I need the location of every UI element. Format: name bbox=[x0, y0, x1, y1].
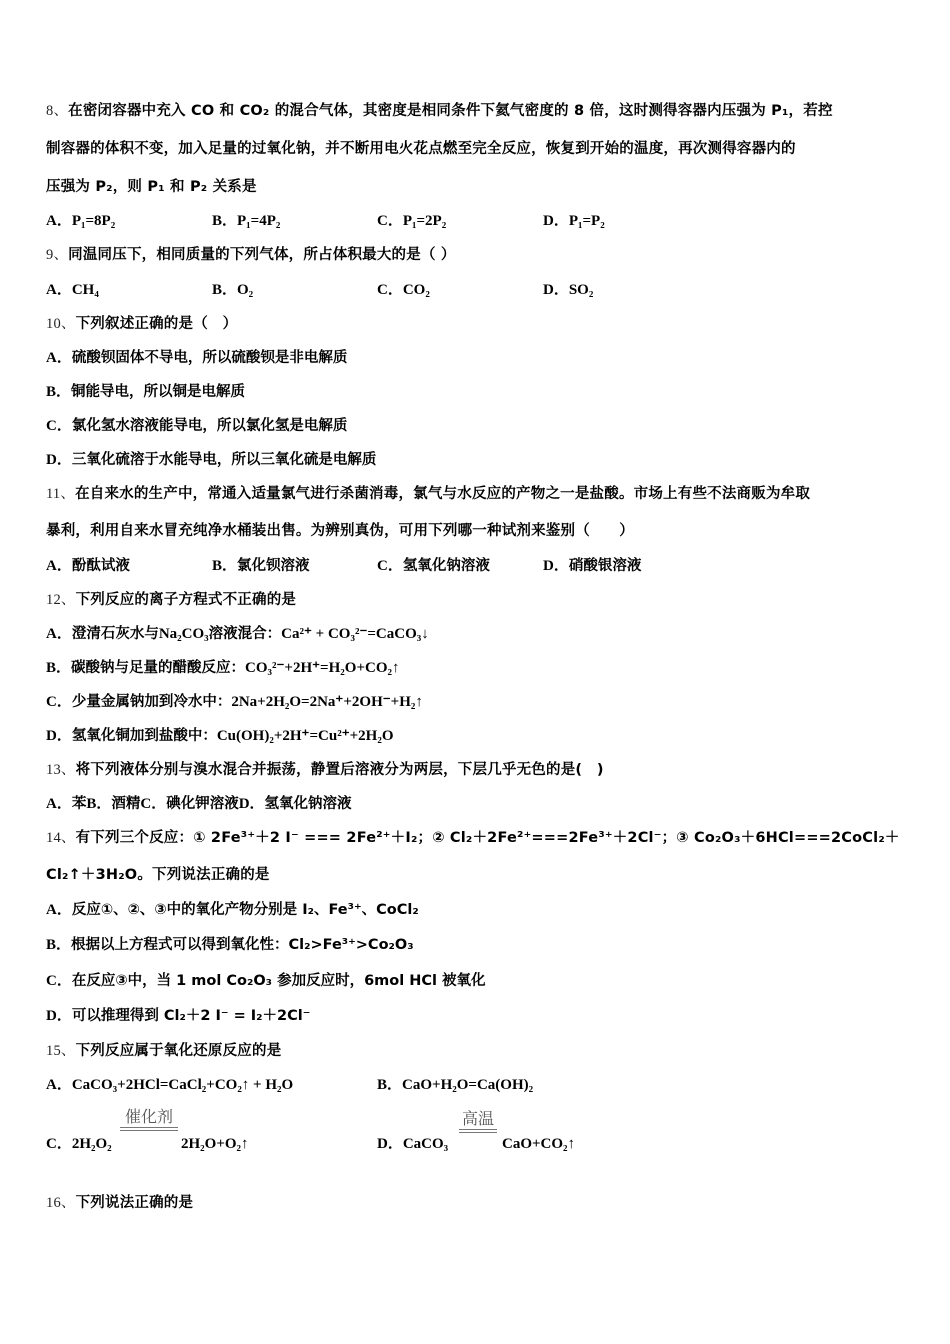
q14-option-a[interactable]: A．反应①、②、③中的氧化产物分别是 I₂、Fe³⁺、CoCl₂ bbox=[46, 902, 419, 918]
q9-option-b[interactable]: B．O₂ bbox=[212, 282, 254, 298]
q10-option-c[interactable]: C．氯化氢水溶液能导电，所以氯化氢是电解质 bbox=[46, 418, 348, 434]
double-equals-sign-icon bbox=[120, 1127, 178, 1131]
q14-option-c[interactable]: C．在反应③中，当 1 mol Co₂O₃ 参加反应时，6mol HCl 被氧化 bbox=[46, 973, 486, 989]
q15-option-c[interactable]: C．2H₂O₂ bbox=[46, 1136, 112, 1152]
q11-stem-line2: 暴利，利用自来水冒充纯净水桶装出售。为辨别真伪，可用下列哪一种试剂来鉴别（ ） bbox=[46, 523, 634, 539]
q8-stem-line3: 压强为 P₂，则 P₁ 和 P₂ 关系是 bbox=[46, 179, 257, 195]
q8-option-c[interactable]: C．P₁=2P₂ bbox=[377, 213, 447, 229]
q11-number: 11、 bbox=[46, 486, 76, 502]
q14-option-d[interactable]: D．可以推理得到 Cl₂＋2 I⁻ = I₂＋2Cl⁻ bbox=[46, 1008, 311, 1024]
q15-d-reactant: CaCO₃ bbox=[402, 1136, 449, 1152]
q9-stem: 9、同温同压下，相同质量的下列气体，所占体积最大的是（ ） bbox=[46, 247, 456, 263]
q14-stem-line1: 14、有下列三个反应：① 2Fe³⁺＋2 I⁻ === 2Fe²⁺＋I₂；② Cl₂＋2Fe²⁺===2Fe³⁺＋2Cl⁻；③ Co₂O₃＋6HCl===2CoCl₂＋ bbox=[46, 830, 900, 846]
q8-stem-line2: 制容器的体积不变，加入足量的过氧化钠，并不断用电火花点燃至完全反应，恢复到开始的温度，再次测得容器内的 bbox=[46, 141, 796, 157]
q11-option-d[interactable]: D．硝酸银溶液 bbox=[543, 558, 642, 574]
q10-option-b[interactable]: B．铜能导电，所以铜是电解质 bbox=[46, 384, 246, 400]
q10-option-d[interactable]: D．三氧化硫溶于水能导电，所以三氧化硫是电解质 bbox=[46, 452, 377, 468]
q9-number: 9、 bbox=[46, 247, 69, 263]
q11-stem-line1: 11、在自来水的生产中，常通入适量氯气进行杀菌消毒，氯气与水反应的产物之一是盐酸。市场上有些不法商贩为牟取 bbox=[46, 486, 811, 502]
q8-option-d[interactable]: D．P₁=P₂ bbox=[543, 213, 605, 229]
q12-option-d[interactable]: D．氢氧化铜加到盐酸中：Cu(OH)₂+2H⁺=Cu²⁺+2H₂O bbox=[46, 728, 394, 744]
q15-c-reactant: 2H₂O₂ bbox=[71, 1136, 112, 1152]
q9-option-a[interactable]: A．CH₄ bbox=[46, 282, 99, 298]
q14-number: 14、 bbox=[46, 830, 76, 846]
q11-option-c[interactable]: C．氢氧化钠溶液 bbox=[377, 558, 490, 574]
q15-number: 15、 bbox=[46, 1043, 76, 1059]
q11-option-b[interactable]: B．氯化钡溶液 bbox=[212, 558, 310, 574]
q8-option-a[interactable]: A．P₁=8P₂ bbox=[46, 213, 116, 229]
q10-stem: 10、下列叙述正确的是（ ） bbox=[46, 316, 238, 332]
q12-option-c[interactable]: C．少量金属钠加到冷水中：2Na+2H₂O=2Na⁺+2OH⁻+H₂↑ bbox=[46, 694, 423, 710]
q10-option-a[interactable]: A．硫酸钡固体不导电，所以硫酸钡是非电解质 bbox=[46, 350, 348, 366]
q15-stem: 15、下列反应属于氧化还原反应的是 bbox=[46, 1043, 282, 1059]
q13-option-c[interactable]: C．碘化钾溶液 bbox=[140, 796, 239, 812]
q10-number: 10、 bbox=[46, 316, 76, 332]
q11-option-a[interactable]: A．酚酞试液 bbox=[46, 558, 130, 574]
q8-stem-line1: 8、在密闭容器中充入 CO 和 CO₂ 的混合气体，其密度是相同条件下氦气密度的 8 倍，这时测得容器内压强为 P₁，若控 bbox=[46, 103, 833, 119]
q12-number: 12、 bbox=[46, 592, 76, 608]
q8-number: 8、 bbox=[46, 103, 69, 119]
q8-option-b[interactable]: B．P₁=4P₂ bbox=[212, 213, 281, 229]
q12-option-a[interactable]: A．澄清石灰水与Na₂CO₃溶液混合：Ca²⁺ + CO₃²⁻=CaCO₃↓ bbox=[46, 626, 429, 642]
q13-stem: 13、将下列液体分别与溴水混合并振荡，静置后溶液分为两层，下层几乎无色的是( ) bbox=[46, 762, 604, 778]
q13-option-d[interactable]: D．氢氧化钠溶液 bbox=[238, 796, 352, 812]
q13-option-b[interactable]: B．酒精 bbox=[86, 796, 141, 812]
q16-stem: 16、下列说法正确的是 bbox=[46, 1195, 194, 1211]
q12-stem: 12、下列反应的离子方程式不正确的是 bbox=[46, 592, 297, 608]
q13-options bbox=[46, 794, 352, 814]
q9-option-d[interactable]: D．SO₂ bbox=[543, 282, 594, 298]
q16-number: 16、 bbox=[46, 1195, 76, 1211]
q15-option-b[interactable]: B．CaO+H₂O=Ca(OH)₂ bbox=[377, 1077, 534, 1093]
q14-option-b[interactable]: B．根据以上方程式可以得到氧化性：Cl₂>Fe³⁺>Co₂O₃ bbox=[46, 937, 414, 953]
q13-option-a[interactable]: A．苯 bbox=[46, 796, 87, 812]
q15-c-condition: 催化剂 bbox=[120, 1108, 178, 1131]
double-equals-sign-icon bbox=[459, 1129, 497, 1133]
q15-c-product: 2H₂O+O₂↑ bbox=[181, 1136, 249, 1152]
q15-option-a[interactable]: A．CaCO₃+2HCl=CaCl₂+CO₂↑ + H₂O bbox=[46, 1077, 294, 1093]
q13-number: 13、 bbox=[46, 762, 76, 778]
q15-d-condition: 高温 bbox=[459, 1110, 497, 1133]
q9-option-c[interactable]: C．CO₂ bbox=[377, 282, 430, 298]
q14-stem-line2: Cl₂↑＋3H₂O。下列说法正确的是 bbox=[46, 867, 270, 883]
q15-option-d[interactable]: D．CaCO₃ bbox=[377, 1136, 449, 1152]
q15-d-product: CaO+CO₂↑ bbox=[502, 1136, 576, 1152]
q12-option-b[interactable]: B．碳酸钠与足量的醋酸反应：CO₃²⁻+2H⁺=H₂O+CO₂↑ bbox=[46, 660, 400, 676]
